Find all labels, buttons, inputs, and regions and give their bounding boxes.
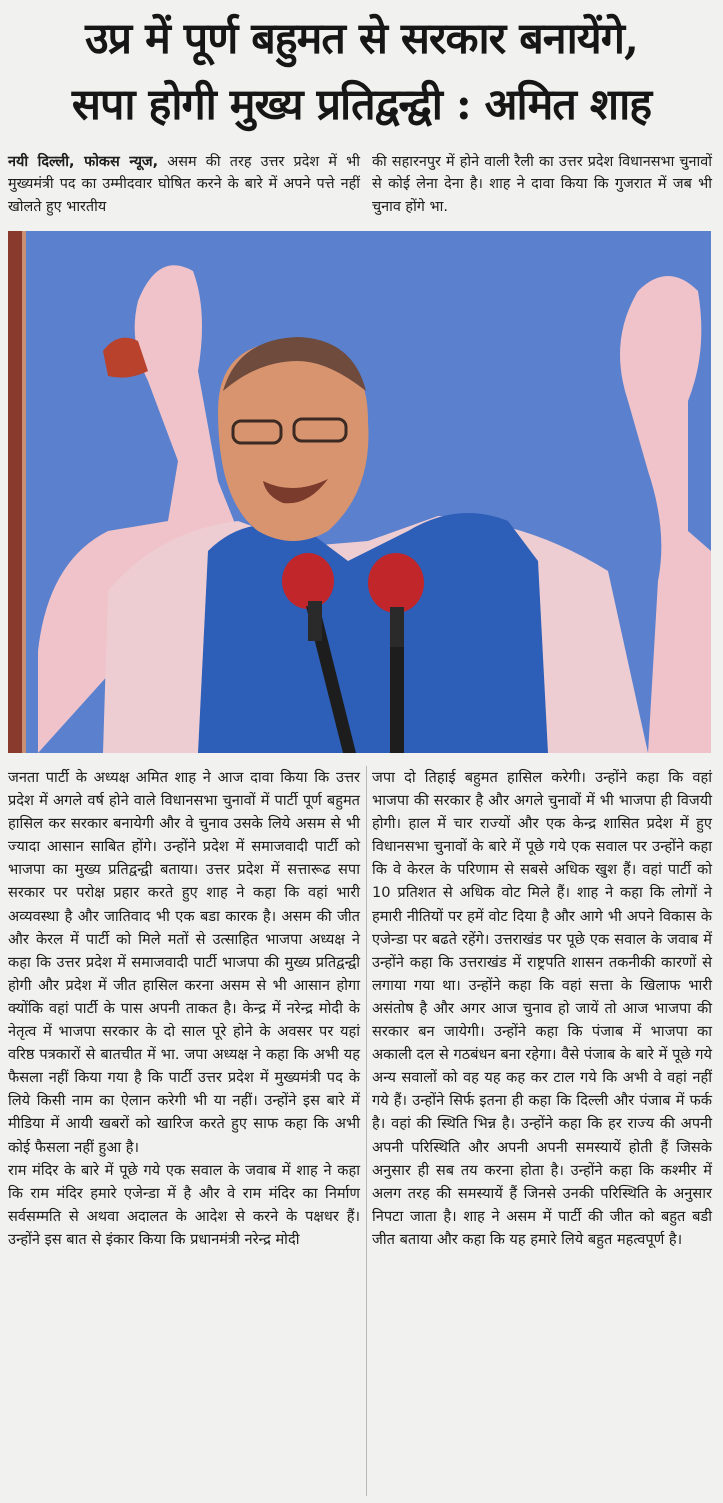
article-column-top-right: [372, 151, 712, 218]
article-paragraph: जनता पार्टी के अध्यक्ष अमित शाह ने आज दावा किया कि उत्तर प्रदेश में अगले वर्ष होने वाले विधानसभा चुनावों में पार्टी पूर्ण बहुमत हासिल कर सरकार बनायेगी और वे चुनाव उसके लिये असम से भी ज्यादा आसान साबित होंगे। उन्होंने प्रदेश में समाजवादी पार्टी को भाजपा का मुख्य प्रतिद्वन्द्वी बताया। उत्तर प्रदेश में सत्तारूढ सपा सरकार पर परोक्ष प्रहार करते हुए शाह ने कहा कि वहां भारी अव्यवस्था है और जातिवाद भी एक बडा कारक है। असम की जीत और केरल में पार्टी को मिले मतों से उत्साहित भाजपा अध्यक्ष ने कहा कि उत्तर प्रदेश में समाजवादी पार्टी भाजपा की मुख्य प्रतिद्वन्द्वी होगी और प्रदेश में जीत हासिल करना असम से भी आसान होगा क्योंकि वहां पार्टी के पास अपनी ताकत है। केन्द्र में नरेन्द्र मोदी के नेतृत्व में भाजपा सरकार के दो साल पूरे होने के अवसर पर यहां वरिष्ठ पत्रकारों से बातचीत में भा. जपा अध्यक्ष ने कहा कि अभी यह फैसला नहीं किया गया है कि पार्टी उत्तर प्रदेश में मुख्यमंत्री पद के लिये किसी नाम का ऐलान करेगी भी या नहीं। उन्होंने इस बारे में मीडिया में आयी खबरों को खारिज करते हुए साफ कहा कि अभी कोई फैसला नहीं हुआ है।: [8, 769, 360, 1156]
headline-line-1: उप्र में पूर्ण बहुमत से सरकार बनायेंगे,: [85, 14, 638, 64]
article-column-top-left: [8, 151, 360, 218]
article-paragraph: की सहारनपुर में होने वाली रैली का उत्तर प्रदेश विधानसभा चुनावों से कोई लेना देना है। शाह ने दावा किया कि गुजरात में जब भी चुनाव होंगे भा.: [372, 154, 712, 215]
headline-line-2: सपा होगी मुख्य प्रतिद्वन्द्वी : अमित शाह: [71, 80, 652, 130]
news-photo: [8, 231, 711, 753]
headline: [6, 6, 717, 138]
dateline: नयी दिल्ली, फोकस न्यूज,: [8, 154, 159, 170]
speaker-photo-illustration: [8, 231, 711, 753]
article-paragraph: राम मंदिर के बारे में पूछे गये एक सवाल के जवाब में शाह ने कहा कि राम मंदिर हमारे एजेन्डा में है और वे राम मंदिर का निर्माण सर्वसम्मति से अथवा अदालत के आदेश से करने के पक्षधर हैं। उन्होंने इस बात से इंकार किया कि प्रधानमंत्री नरेन्द्र मोदी: [8, 1161, 360, 1248]
article-paragraph: [8, 151, 360, 218]
article-text: असम की तरह उत्तर प्रदेश में भी मुख्यमंत्री पद का उम्मीदवार घोषित करने के बारे में अपने पत्ते नहीं खोलते हुए भारतीय: [8, 154, 360, 215]
article-column-bottom-right: [372, 766, 712, 1251]
article-paragraph: जपा दो तिहाई बहुमत हासिल करेगी। उन्होंने कहा कि वहां भाजपा की सरकार है और अगले चुनावों में भी भाजपा ही विजयी होगी। हाल में चार राज्यों और एक केन्द्र शासित प्रदेश में हुए विधानसभा चुनावों के बारे में पूछे गये एक सवाल पर उन्होंने कहा कि वे केरल के परिणाम से सबसे अधिक खुश हैं। वहां पार्टी को 10 प्रतिशत से अधिक वोट मिले हैं। शाह ने कहा कि लोगों ने हमारी नीतियों पर हमें वोट दिया है और आगे भी अपने विकास के एजेन्डा पर बढते रहेंगे। उत्तराखंड पर पूछे एक सवाल के जवाब में उन्होंने कहा कि उत्तराखंड में राष्ट्रपति शासन तकनीकी कारणों से लगाया गया था। उन्होंने कहा कि वहां सत्ता के खिलाफ भारी असंतोष है और अगर आज चुनाव हो जायें तो आज भाजपा की सरकार बन जायेगी। उन्होंने कहा कि पंजाब में भाजपा का अकाली दल से गठबंधन बना रहेगा। वैसे पंजाब के बारे में पूछे गये अन्य सवालों को वह यह कह कर टाल गये कि अभी वे वहां नहीं गये हैं। उन्होंने सिर्फ इतना ही कहा कि दिल्ली और पंजाब में फर्क है। वहां की स्थिति भिन्न है। उन्होंने कहा कि हर राज्य की अपनी अपनी परिस्थिति और अपनी अपनी समस्यायें होती हैं जिसके अनुसार ही सब तय करना होता है। उन्होंने कहा कि कश्मीर में अलग तरह की समस्यायें हैं जिनसे उनकी परिस्थिति के अनुसार निपटा जाता है। शाह ने असम में पार्टी की जीत को बहुत बडी जीत बताया और कहा कि यह हमारे लिये बहुत महत्वपूर्ण है।: [372, 769, 712, 1248]
column-divider: [366, 766, 367, 1496]
article-column-bottom-left: [8, 766, 360, 1251]
